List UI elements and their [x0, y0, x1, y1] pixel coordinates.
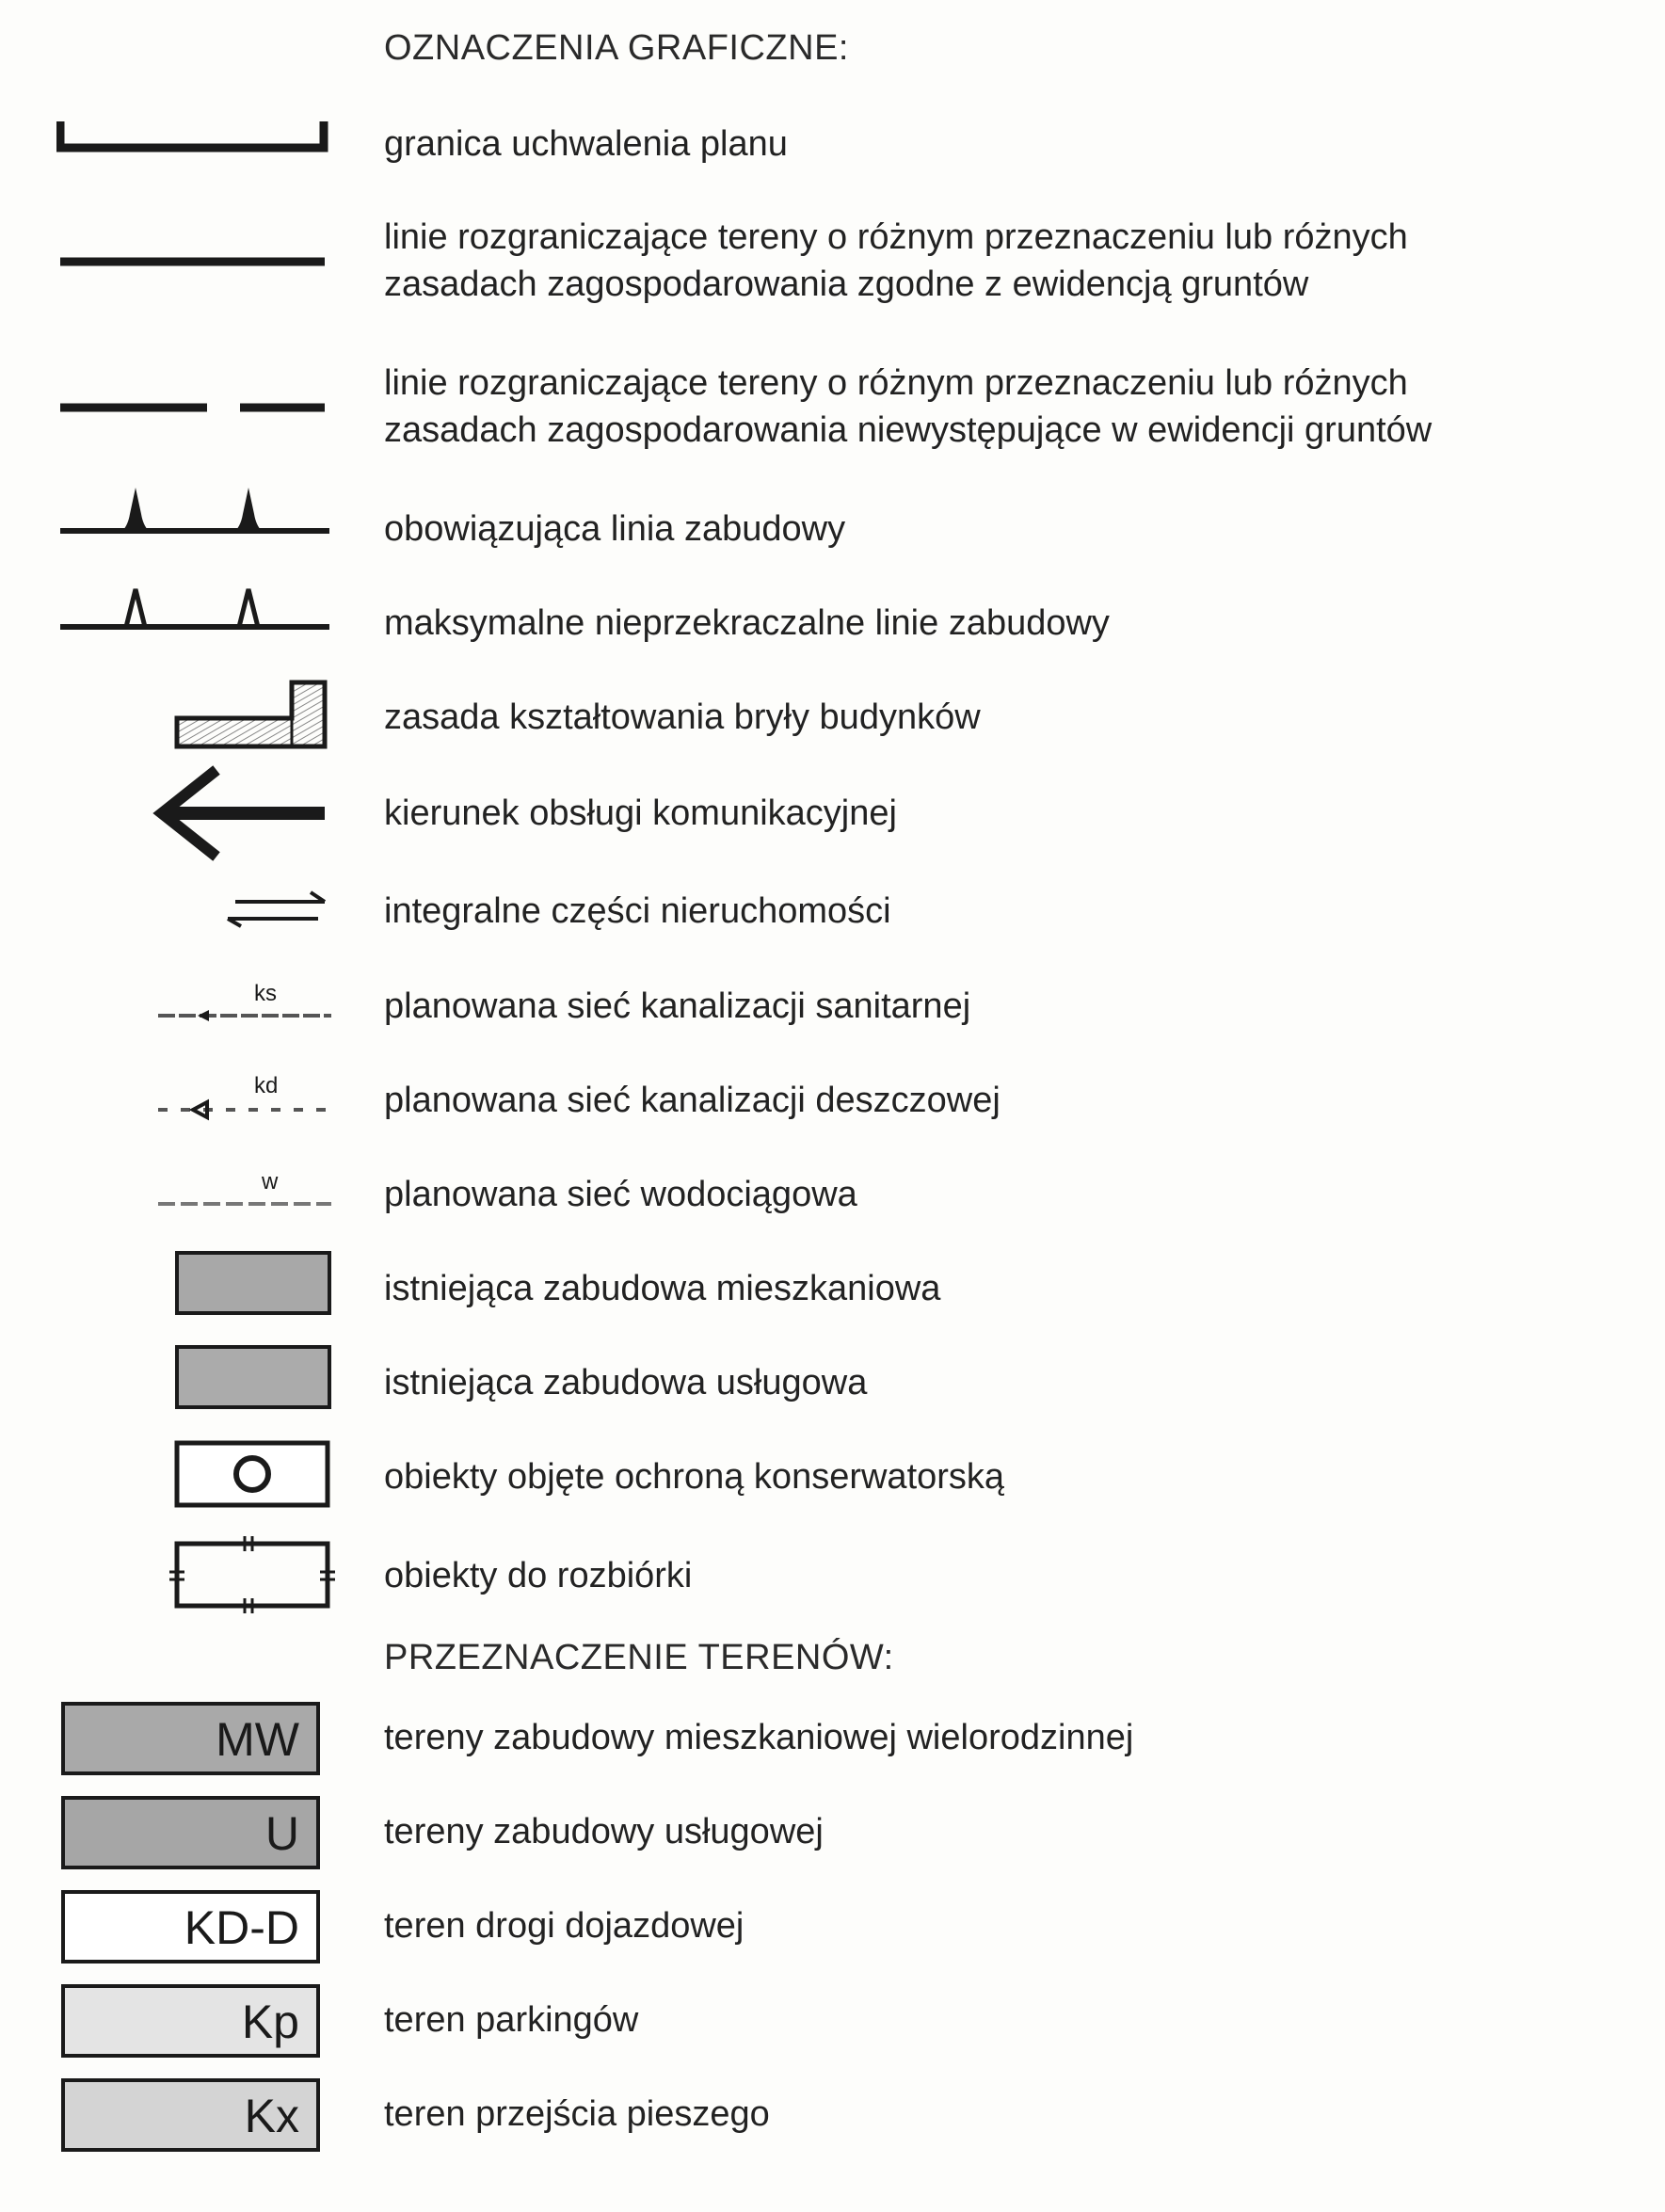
- legend-label-line2: zasadach zagospodarowania niewystępujące w ewidencji gruntów: [384, 410, 1433, 450]
- zone-label: teren drogi dojazdowej: [384, 1906, 744, 1946]
- legend-label: obiekty do rozbiórki: [384, 1556, 693, 1595]
- heading-graphic-symbols: OZNACZENIA GRAFICZNE:: [384, 28, 849, 68]
- legend-label: obiekty objęte ochroną konserwatorską: [384, 1457, 1005, 1497]
- w-label: w: [262, 1169, 279, 1194]
- zone-code-box: Kp: [61, 1984, 320, 2058]
- max-building-line-symbol: [56, 572, 339, 648]
- kd-label: kd: [254, 1073, 279, 1098]
- arrow-left-icon: [56, 761, 339, 864]
- sanitary-sewer-symbol: [56, 972, 339, 1038]
- services-swatch: [175, 1345, 331, 1409]
- conservation-symbol: [56, 1439, 339, 1515]
- water-network-symbol: [56, 1159, 339, 1225]
- plan-boundary-symbol: [56, 118, 339, 174]
- zone-label: teren parkingów: [384, 2000, 639, 2040]
- double-arrow-icon: [56, 883, 339, 939]
- solid-line-symbol: [56, 233, 339, 309]
- legend-label: planowana sieć kanalizacji sanitarnej: [384, 986, 971, 1026]
- legend-label: istniejąca zabudowa mieszkaniowa: [384, 1269, 941, 1308]
- zone-code-box: KD-D: [61, 1890, 320, 1964]
- legend-label-line2: zasadach zagospodarowania zgodne z ewidencją gruntów: [384, 264, 1309, 304]
- legend-label: maksymalne nieprzekraczalne linie zabudowy: [384, 603, 1110, 643]
- residential-swatch: [175, 1251, 331, 1315]
- legend-label: istniejąca zabudowa usługowa: [384, 1363, 868, 1403]
- legend-label: integralne części nieruchomości: [384, 891, 891, 931]
- legend-label: planowana sieć kanalizacji deszczowej: [384, 1081, 1001, 1120]
- legend-label-line1: linie rozgraniczające tereny o różnym przeznaczeniu lub różnych: [384, 217, 1408, 257]
- zone-code-box: Kx: [61, 2078, 320, 2152]
- zone-label: teren przejścia pieszego: [384, 2094, 770, 2134]
- heading-terrain-use: PRZEZNACZENIE TERENÓW:: [384, 1638, 894, 1677]
- mandatory-building-line-symbol: [56, 476, 339, 552]
- legend-label: kierunek obsługi komunikacyjnej: [384, 793, 897, 833]
- dashed-line-symbol: [56, 379, 339, 455]
- ks-label: ks: [254, 981, 277, 1006]
- zone-label: tereny zabudowy mieszkaniowej wielorodzinnej: [384, 1718, 1134, 1757]
- legend-label: zasada kształtowania bryły budynków: [384, 697, 981, 737]
- legend-label: planowana sieć wodociągowa: [384, 1175, 857, 1214]
- storm-sewer-symbol: [56, 1065, 339, 1130]
- demolition-symbol: [56, 1534, 339, 1619]
- zone-label: tereny zabudowy usługowej: [384, 1812, 824, 1851]
- building-shape-symbol: [56, 671, 339, 756]
- zone-code-box: MW: [61, 1702, 320, 1775]
- zone-code-box: U: [61, 1796, 320, 1869]
- legend-label: obowiązująca linia zabudowy: [384, 509, 846, 549]
- legend-label: granica uchwalenia planu: [384, 124, 788, 164]
- legend-label-line1: linie rozgraniczające tereny o różnym przeznaczeniu lub różnych: [384, 363, 1408, 403]
